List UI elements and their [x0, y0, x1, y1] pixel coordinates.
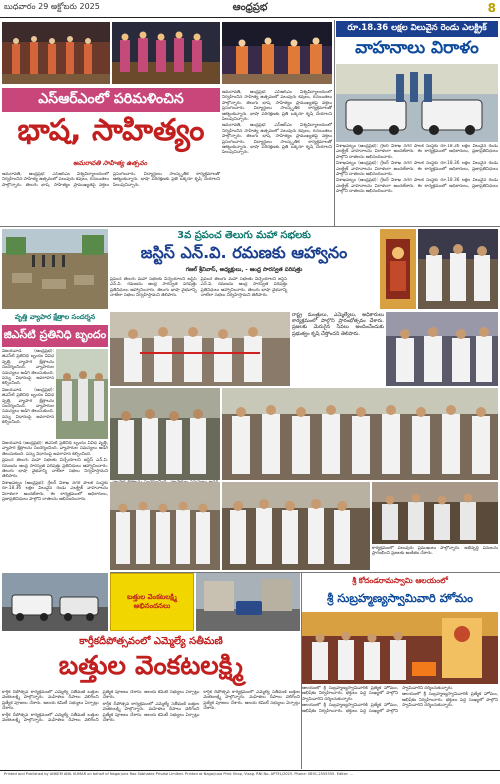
kicker-mla: కార్తీకదీపోత్సవంలో ఎమ్మెల్యే సతీమణి — [79, 636, 223, 647]
group-meeting-photo — [110, 482, 220, 570]
body-mla: కార్తీక దీపోత్సవ కార్యక్రమంలో ఎమ్మెల్యే సతీమణి బత్తుల వెంకటలక్ష్మి పాల్గొన్నారు. మహిళలు దీపాలు వెలిగించి ప్రత్యేక పూజలు చేశారు. ఆలయ కమిటీ సభ్యులు ఏర్పాట్లు చేశారు. కార్తీక దీపోత్సవ కార్యక్రమంలో ఎమ్మెల్యే సతీమణి బత్తుల వెంకటలక్ష్మి పాల్గొన్నారు. మహిళలు దీపాలు వెలిగించి ప్రత్యేక పూజలు చేశారు. ఆలయ కమిటీ సభ్యులు ఏర్పాట్లు చేశారు. కార్తీక దీపోత్సవ కార్యక్రమంలో ఎమ్మెల్యే సతీమణి బత్తుల వెంకటలక్ష్మి పాల్గొన్నారు. మహిళలు దీపాలు వెలిగించి ప్రత్యేక పూజలు చేశారు. ఆలయ కమిటీ సభ్యులు ఏర్పాట్లు చేశారు. కార్తీక దీపోత్సవ కార్యక్రమంలో ఎమ్మెల్యే సతీమణి బత్తుల వెంకటలక్ష్మి పాల్గొన్నారు. మహిళలు దీపాలు వెలిగించి ప్రత్యేక పూజలు చేశారు. ఆలయ కమిటీ సభ్యులు ఏర్పాట్లు చేశారు. — [2, 690, 300, 724]
kicker-homam: శ్రీ కోదండరామస్వామి ఆలయంలో — [352, 575, 448, 585]
electric-vehicles-photo — [336, 64, 498, 142]
issue-date: బుధవారం 29 అక్టోబరు 2025 — [4, 2, 100, 11]
caption-ministers: రాష్ట్ర మంత్రులు, ఎమ్మెల్యేలు, అధికారులు కార్యక్రమంలో పాల్గొని ప్రారంభోత్సవం చేశారు. ప్రజలకు మెరుగైన సేవలు అందించేందుకు ప్రభుత్వం కృషి చేస్తోందని తెలిపారు. — [292, 312, 384, 337]
headline-vehicles-top: రూ.18.36 లక్షల విలువైన రెండు ఎలక్ట్రిక్ — [336, 21, 498, 37]
stage-gathering-photo — [222, 482, 370, 570]
body-homam: ఆలయంలో శ్రీ సుబ్రహ్మణ్యస్వామివారికి ప్రత్యేక హోమం, అభిషేకం నిర్వహించారు. భక్తులు పెద్ద సంఖ్యలో పాల్గొని స్వామివారిని దర్శించుకున్నారు. ఆలయంలో శ్రీ సుబ్రహ్మణ్యస్వామివారికి ప్రత్యేక హోమం, అభిషేకం నిర్వహించారు. భక్తులు పెద్ద సంఖ్యలో పాల్గొని స్వామివారిని దర్శించుకున్నారు. ఆలయంలో శ్రీ సుబ్రహ్మణ్యస్వామివారికి ప్రత్యేక హోమం, అభిషేకం నిర్వహించారు. భక్తులు పెద్ద సంఖ్యలో పాల్గొని స్వామివారిని దర్శించుకున్నారు. — [302, 686, 498, 714]
kicker-ramana: 3వ ప్రపంచ తెలుగు మహా సభలకు — [177, 230, 311, 241]
body-ministers: కార్యక్రమంలో పలువురు ప్రముఖులు పాల్గొన్నారు. అభివృద్ధి పనులను ప్రారంభించి ప్రజలకు అంకితం చేశారు. — [372, 546, 498, 557]
dance-performance-photo-2 — [112, 22, 220, 84]
masthead: ఆంధ్రప్రభ — [232, 2, 268, 13]
headline-homam-main: శ్రీ సుబ్రహ్మణ్యస్వామివారి హోమం — [326, 590, 474, 605]
byline-ramana: గజల్ శ్రీనివాస్, అధ్యక్షులు, - ఆంధ్ర సారస్వత పరిషత్తు — [185, 267, 303, 273]
dance-performance-photo-1 — [2, 22, 110, 84]
body-gst-col1: విజయవాడ (ఆంధ్రప్రభ): జిఎస్‌టి ప్రతినిధి బృందం వివిధ వృత్తి, వ్యాపార క్షేత్రాలను సందర్శించింది. వ్యాపారుల సమస్యలు అడిగి తెలుసుకుంది. పన్ను విధానంపై అవగాహన కల్పించింది. విజయవాడ (ఆంధ్రప్రభ): జిఎస్‌టి ప్రతినిధి బృందం వివిధ వృత్తి, వ్యాపార క్షేత్రాలను సందర్శించింది. వ్యాపారుల సమస్యలు అడిగి తెలుసుకుంది. పన్ను విధానంపై అవగాహన కల్పించింది. — [2, 349, 54, 426]
gst-team-photo — [56, 349, 108, 439]
page-header — [0, 0, 500, 18]
divider-col-1 — [334, 20, 335, 226]
divider-top — [0, 226, 500, 227]
divider-col-2 — [301, 573, 302, 769]
imprint-footer: Printed and Published by ANKEM ANIL KUMAR on behalf of Nagarjuna Rao Sobhatex Private Limited. Printed at Nagarjuna Print Shop, Vizag. RNI No. APTEL/2025. Phone: 0891-2555555. Editor: ... — [0, 770, 500, 784]
page-number: 8 — [487, 1, 496, 15]
stage-event-photo — [222, 22, 332, 84]
headline-gst-main: జిఎస్‌టి ప్రతినిధి బృందం — [2, 325, 108, 347]
vehicle-road-photo — [2, 573, 108, 631]
body-gst-long: విజయవాడ (ఆంధ్రప్రభ): జిఎస్‌టి ప్రతినిధి బృందం వివిధ వృత్తి, వ్యాపార క్షేత్రాలను సందర్శించింది. వ్యాపారుల సమస్యలు అడిగి తెలుసుకుంది. పన్ను విధానంపై అవగాహన కల్పించింది. ప్రపంచ తెలుగు మహా సభలకు విచ్చేయాలని జస్టిస్ ఎన్.వి. రమణను ఆంధ్ర సారస్వత పరిషత్తు ప్రతినిధులు ఆహ్వానించారు. తెలుగు భాషా వైభవాన్ని చాటేలా సభలు నిర్వహిస్తామని తెలిపారు. విశాఖపట్నం (ఆంధ్రప్రభ): గ్రేటర్ విశాఖ నగర పాలక సంస్థకు రూ.18.36 లక్షల విలువైన రెండు ఎలక్ట్రిక్ వాహనాలను విరాళంగా అందజేశారు. ఈ కార్యక్రమంలో అధికారులు, ప్రజాప్రతినిధులు పాల్గొని దాతలను అభినందించారు. — [2, 441, 108, 503]
headline-mla-main: బత్తుల వెంకటలక్ష్మి — [58, 651, 244, 681]
kicker-gst: వృత్తి వ్యాపార క్షేత్రాల సందర్శన — [14, 313, 96, 321]
temple-deity-photo — [380, 229, 416, 309]
officials-photo — [386, 312, 498, 386]
street-view-photo — [196, 573, 300, 631]
headline-vehicles-main: వాహనాలు విరాళం — [355, 38, 479, 58]
crowd-ceremony-photo — [222, 388, 498, 480]
body-vehicles: విశాఖపట్నం (ఆంధ్రప్రభ): గ్రేటర్ విశాఖ నగర పాలక సంస్థకు రూ.18.36 లక్షల విలువైన రెండు ఎలక్ట్రిక్ వాహనాలను విరాళంగా అందజేశారు. ఈ కార్యక్రమంలో అధికారులు, ప్రజాప్రతినిధులు పాల్గొని దాతలను అభినందించారు. విశాఖపట్నం (ఆంధ్రప్రభ): గ్రేటర్ విశాఖ నగర పాలక సంస్థకు రూ.18.36 లక్షల విలువైన రెండు ఎలక్ట్రిక్ వాహనాలను విరాళంగా అందజేశారు. ఈ కార్యక్రమంలో అధికారులు, ప్రజాప్రతినిధులు పాల్గొని దాతలను అభినందించారు. విశాఖపట్నం (ఆంధ్రప్రభ): గ్రేటర్ విశాఖ నగర పాలక సంస్థకు రూ.18.36 లక్షల విలువైన రెండు ఎలక్ట్రిక్ వాహనాలను విరాళంగా అందజేశారు. ఈ కార్యక్రమంలో అధికారులు, ప్రజాప్రతినిధులు పాల్గొని దాతలను అభినందించారు. — [336, 144, 498, 195]
headline-ramana-main: జస్టిస్ ఎన్.వి. రమణకు ఆహ్వానం — [140, 242, 348, 262]
homam-ritual-photo — [302, 612, 498, 684]
headline-literature-main: భాష, సాహిత్యం — [2, 113, 220, 155]
dignitaries-photo — [110, 388, 220, 480]
body-literature-right: అమరావతి, ఆంధ్రప్రభ: ఎస్‌ఆర్‌ఎం విశ్వవిద్యాలయంలో నిర్వహించిన సాహిత్య ఉత్సవంలో పలువురు కవులు, రచయితలు పాల్గొన్నారు. తెలుగు భాష, సాహిత్యం ప్రాముఖ్యతపై వక్తలు ప్రసంగించారు. విద్యార్థులు సాంస్కృతిక కార్యక్రమాలతో ఆకట్టుకున్నారు. భాషా పరిరక్షణకు ప్రతి ఒక్కరూ కృషి చేయాలని పిలుపునిచ్చారు. అమరావతి, ఆంధ్రప్రభ: ఎస్‌ఆర్‌ఎం విశ్వవిద్యాలయంలో నిర్వహించిన సాహిత్య ఉత్సవంలో పలువురు కవులు, రచయితలు పాల్గొన్నారు. తెలుగు భాష, సాహిత్యం ప్రాముఖ్యతపై వక్తలు ప్రసంగించారు. విద్యార్థులు సాంస్కృతిక కార్యక్రమాలతో ఆకట్టుకున్నారు. భాషా పరిరక్షణకు ప్రతి ఒక్కరూ కృషి చేయాలని పిలుపునిచ్చారు. — [222, 90, 332, 156]
byline-literature: అమరావతి సాహిత్య ఉత్సవం — [72, 159, 148, 167]
speech-event-photo — [372, 482, 498, 544]
ground-crowd-photo — [2, 229, 108, 309]
body-literature: అమరావతి, ఆంధ్రప్రభ: ఎస్‌ఆర్‌ఎం విశ్వవిద్యాలయంలో నిర్వహించిన సాహిత్య ఉత్సవంలో పలువురు కవులు, రచయితలు పాల్గొన్నారు. తెలుగు భాష, సాహిత్యం ప్రాముఖ్యతపై వక్తలు ప్రసంగించారు. విద్యార్థులు సాంస్కృతిక కార్యక్రమాలతో ఆకట్టుకున్నారు. భాషా పరిరక్షణకు ప్రతి ఒక్కరూ కృషి చేయాలని పిలుపునిచ్చారు. — [2, 172, 220, 188]
headline-literature-top: ఎస్‌ఆర్‌ఎంలో పరిమళించిన — [2, 88, 220, 112]
body-ramana: ప్రపంచ తెలుగు మహా సభలకు విచ్చేయాలని జస్టిస్ ఎన్.వి. రమణను ఆంధ్ర సారస్వత పరిషత్తు ప్రతినిధులు ఆహ్వానించారు. తెలుగు భాషా వైభవాన్ని చాటేలా సభలు నిర్వహిస్తామని తెలిపారు. ప్రపంచ తెలుగు మహా సభలకు విచ్చేయాలని జస్టిస్ ఎన్.వి. రమణను ఆంధ్ర సారస్వత పరిషత్తు ప్రతినిధులు ఆహ్వానించారు. తెలుగు భాషా వైభవాన్ని చాటేలా సభలు నిర్వహిస్తామని తెలిపారు. — [110, 277, 288, 299]
felicitation-photo — [418, 229, 498, 309]
ribbon-cutting-photo — [110, 312, 290, 386]
ad-box: బత్తుల వెంకటలక్ష్మి అభినందనలు — [110, 573, 194, 631]
